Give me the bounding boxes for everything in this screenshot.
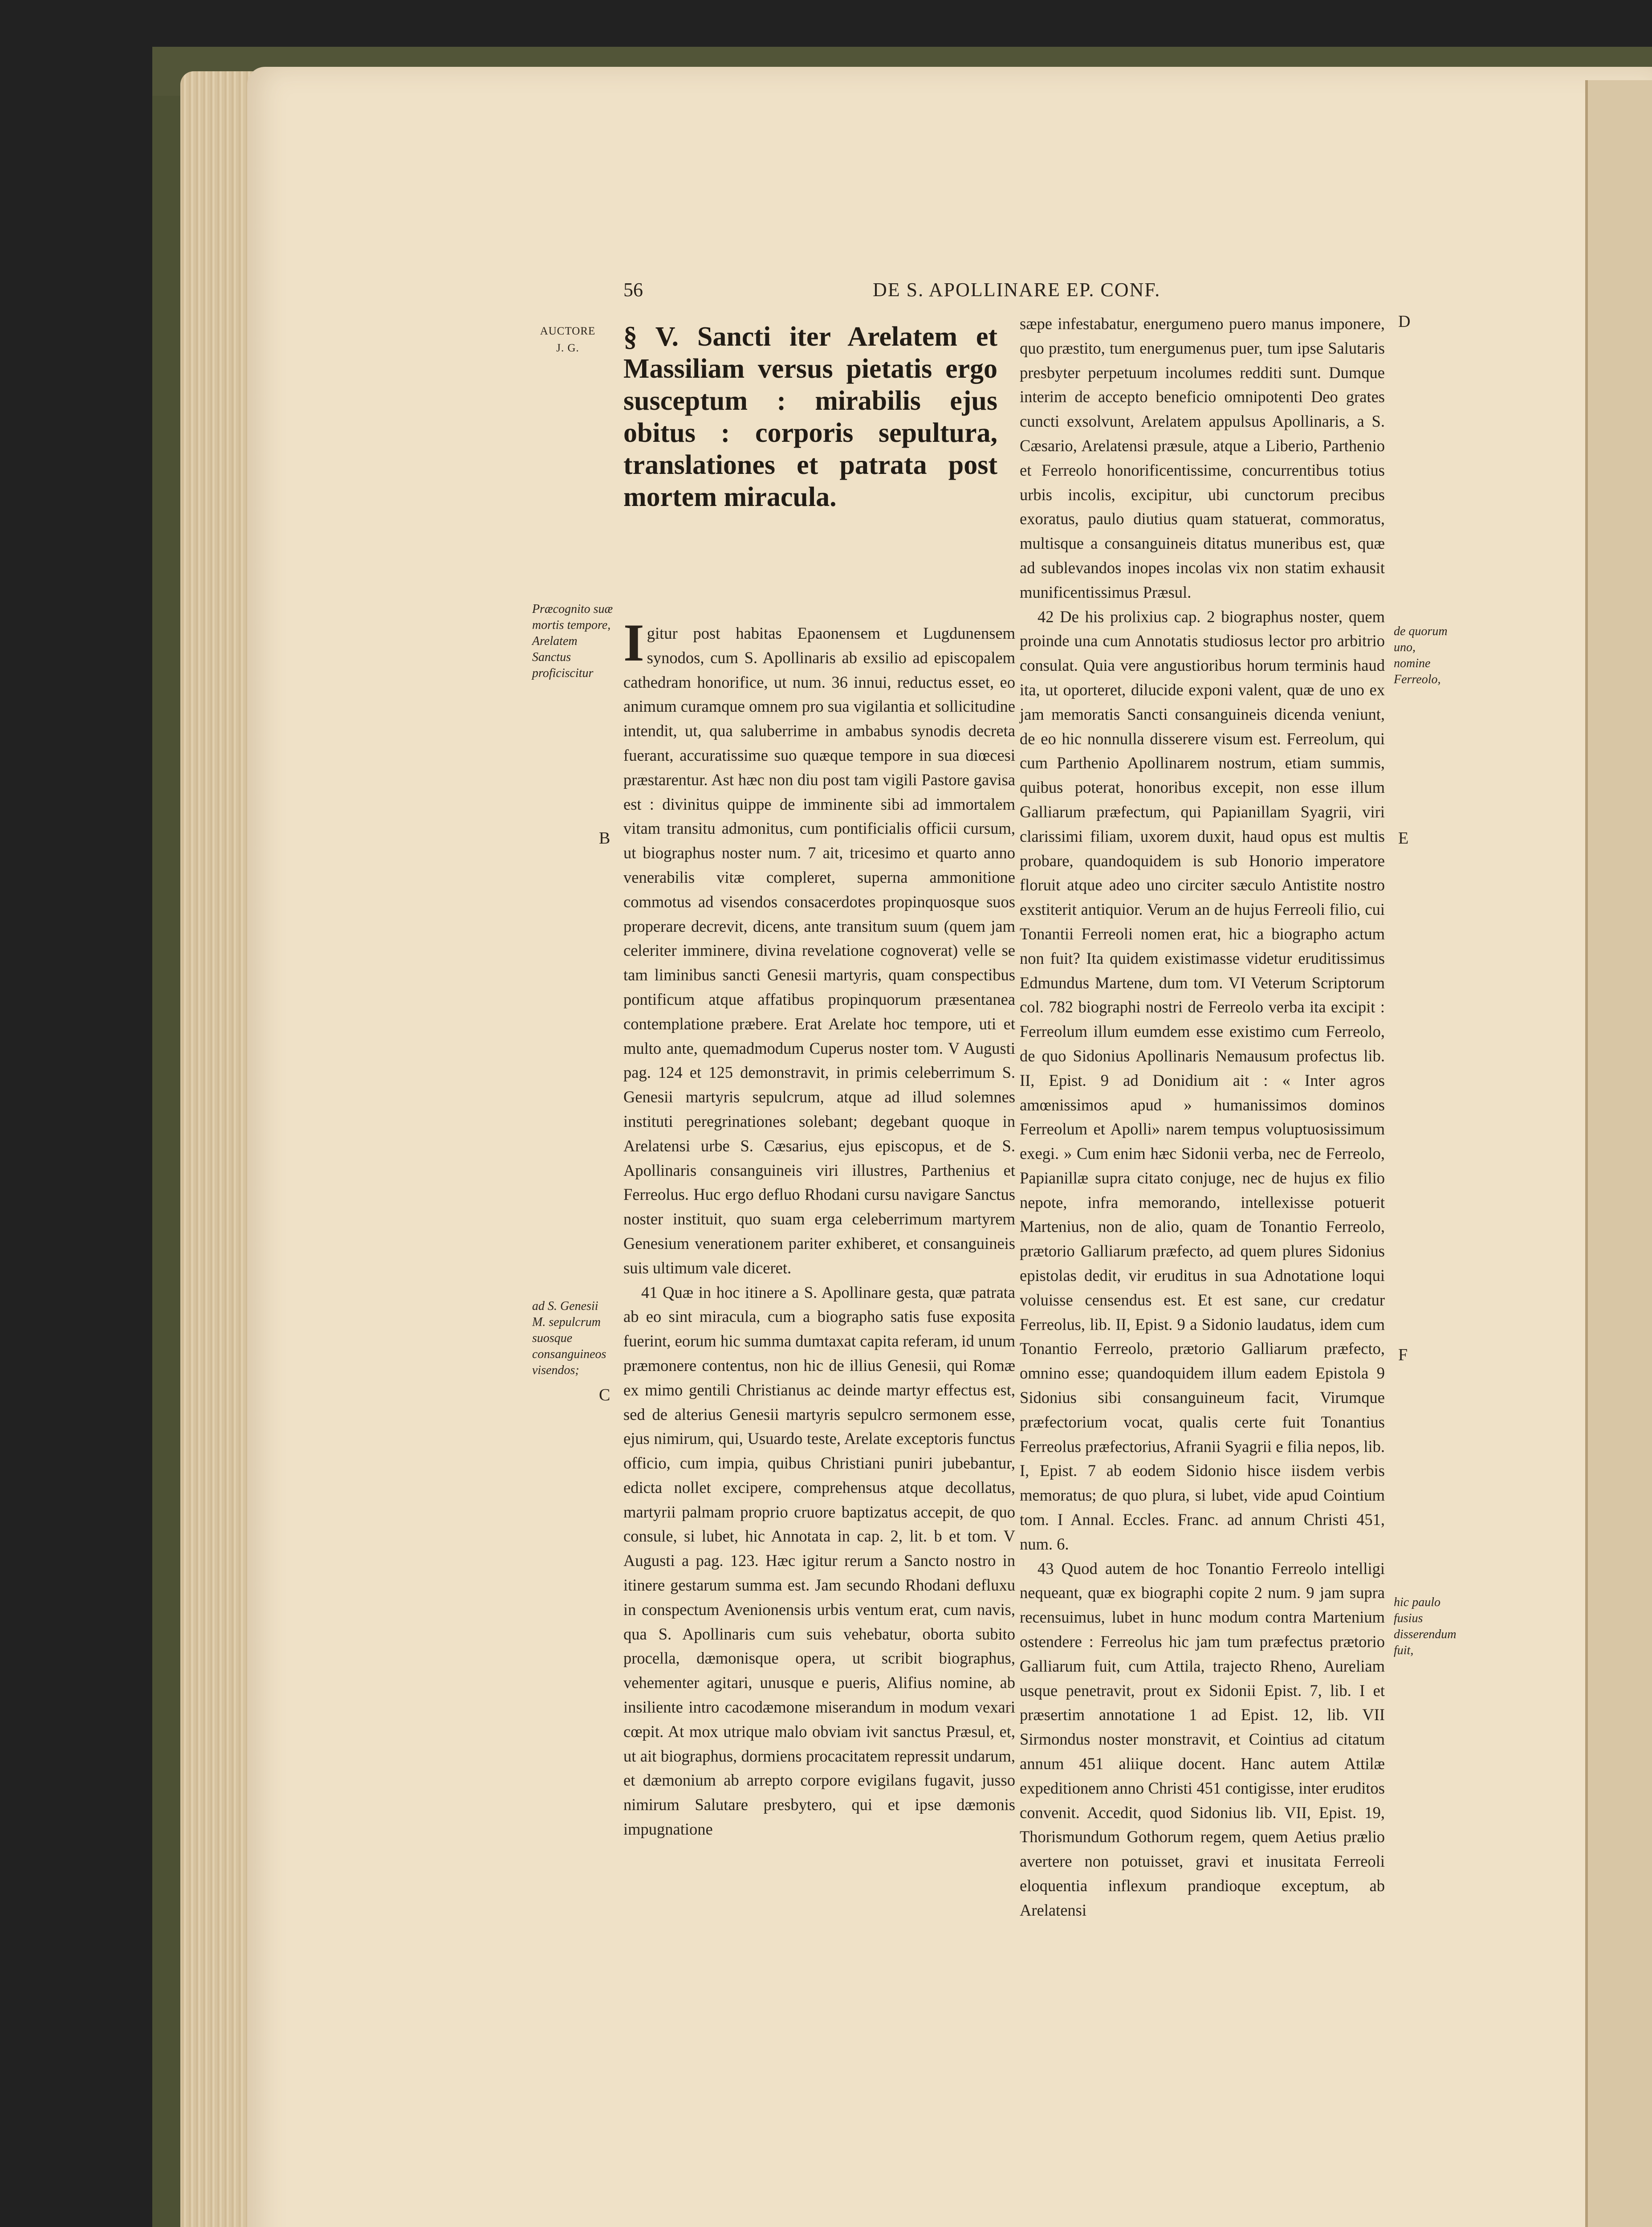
paragraph-42: 42 De his prolixius cap. 2 biographus noster, quem proinde una cum Annotatis studiosus lector pro arbitrio consulat. Quia vere angustioribus horum terminis haud ita, ut oporteret, dilucide exponi valent, quæ de uno ex jam memoratis Sancti consanguineis dicenda veniunt, de eo hic nonnulla disserere visum est. Ferreolum, qui cum Parthenio Apollinarem nostrum, etiam summis, quibus poterat, honoribus excepit, non esse illum Galliarum præfectum, qui Papianillam Syagrii, viri clarissimi filiam, uxorem duxit, haud opus est multis probare, quandoquidem is sub Honorio imperatore floruit atque adeo uno circiter sæculo Antistite nostro exstiterit antiquior. Verum an de hujus Ferreoli filio, cui Tonantii Ferreoli nomen erat, hic a biographo actum non fuit? Ita quidem existimasse videtur eruditissimus Edmundus Martene, dum tom. VI Veterum Scriptorum col. 782 biographi nostri de Ferreolo verba ita excipit : Ferreolum illum eumdem esse existimo cum Ferreolo, de quo Sidonius Apollinaris Nemausum profectus lib. II, Epist. 9 ad Donidium ait : « Inter agros amœnissimos apud » humanissimos dominos Ferreolum et Apolli» narem tempus voluptuosissimum exegi. » Cum enim hæc Sidonii verba, nec de Ferreolo, Papianillæ supra citato conjuge, nec de hujus ex filio nepote, infra memorando, intellexisse potuerit Martenius, non de alio, quam de Tonantio Ferreolo, prætorio Galliarum præfecto, ad quem plures Sidonius epistolas dedit, vir eruditus in sua Adnotatione loqui voluisse censendus est. Et est sane, cur credatur Ferreolus, lib. II, Epist. 9 a Sidonio laudatus, idem cum Tonantio Ferreolo, prætorio Galliarum præfecto, omnino esse; quandoquidem illum eadem Epistola 9 Sidonius sibi consanguineum facit, Virumque præfectorium vocat, qualis certe fuit Tonantius Ferreolus præfectorius, Afranii Syagrii e filia nepos, lib. I, Epist. 7 ab eodem Sidonio hisce iisdem verbis memoratus; de quo plura, si lubet, vide apud Cointium tom. I Annal. Eccles. Franc. ad annum Christi 451, num. 6. xyxy=(1020,607,1385,1553)
left-column xyxy=(623,613,1015,1842)
page-number: 56 xyxy=(623,279,643,301)
section-heading xyxy=(623,321,997,513)
margin-note-left-2: ad S. Genesii M. sepulcrum suosque consanguineos visendos; xyxy=(532,1299,606,1377)
section-marker-b: B xyxy=(599,829,610,848)
section-marker-c: C xyxy=(599,1386,610,1404)
auctor-line-1: AUCTORE xyxy=(540,325,596,337)
drop-cap: I xyxy=(623,613,644,672)
margin-note-right-2: hic paulo fusius disserendum fuit, xyxy=(1394,1595,1457,1657)
running-header xyxy=(623,278,1461,305)
next-page-edge xyxy=(1585,80,1652,2227)
section-symbol: § xyxy=(623,322,637,352)
section-heading-text: V. Sancti iter Arelatem et Massiliam versus pietatis ergo susceptum : mirabilis ejus obitus : corporis sepultura, translationes et patrata post mortem miracula. xyxy=(623,322,997,512)
section-marker-d: D xyxy=(1398,312,1411,331)
section-marker-f: F xyxy=(1398,1346,1408,1364)
paragraph-40 xyxy=(623,613,1015,1281)
right-column xyxy=(1020,312,1385,1923)
auctor-line-2: J. G. xyxy=(556,342,579,354)
paragraph-40-text: gitur post habitas Epaonensem et Lugdunensem synodos, cum S. Apollinaris ab exsilio ad episcopalem cathedram honorifice, ut num. 36 innui, reductus esset, eo animum curamque omnem pro sua vigilantia et sollicitudine intendit, ut, qua saluberrime in ambabus synodis decreta fuerant, accuratissime suo quæque tempore in sua diœcesi præstarentur. Ast hæc non diu post tam vigili Pastore gavisa est : divinitus quippe de imminente sibi ad immortalem vitam transitu admonitus, cum pontificialis officii cursum, ut biographus noster num. 7 ait, tricesimo et quarto anno venerabilis vitæ compleret, superna ammonitione commotus ad visendos consacerdotes propinquosque suos properare decrevit, dicens, ante transitum suum (quem jam celeriter imminere, divina revelatione cognoverat) velle se tam liminibus sancti Genesii martyris, quam conspectibus pontificum atque affatibus propinquorum præsentanea contemplatione præbere. Erat Arelate hoc tempore, uti et multo ante, quemadmodum Cuperus noster tom. V Augusti pag. 124 et 125 demonstravit, in primis celeberrimum S. Genesii martyris sepulcrum, atque ad illud solemnes instituti peregrinationes solebant; degebant quoque in Arelatensi urbe S. Cæsarius, ejus episcopus, et de S. Apollinaris consanguineis viri illustres, Parthenius et Ferreolus. Huc ergo defluo Rhodani cursu navigare Sanctus noster instituit, quo suam erga celeberrimum martyrem Genesium venerationem pariter exhiberet, et consanguineis suis ultimum vale diceret. xyxy=(623,624,1015,1277)
paragraph-41: 41 Quæ in hoc itinere a S. Apollinare gesta, quæ patrata ab eo sint miracula, cum a biographo satis fuse exposita fuerint, eorum hic summa dumtaxat capita referam, id unum præmonere contentus, non hic de illius Genesii, qui Romæ ex mimo gentili Christianus ac deinde martyr effectus est, sed de alterius Genesii martyris sepulcro sermonem esse, ejus nimirum, qui, Usuardo teste, Arelate exceptoris functus officio, cum impia, quibus Christiani puniri jubebantur, edicta nollet excipere, comprehensus atque decollatus, martyrii palmam proprio cruore baptizatus accepit, de quo consule, si lubet, hic Annotata in cap. 2, lit. b et tom. V Augusti a pag. 123. Hæc igitur rerum a Sancto nostro in itinere gestarum summa est. Jam secundo Rhodani defluxu in conspectum Avenionensis urbis ventum erat, cum navis, qua S. Apollinaris cum suis vehebatur, oborta subito procella, dæmonisque opera, ut scribit biographus, vehementer agitari, unusque e pueris, Alifius nomine, ab insiliente intro cacodæmone miserandum in modum vexari cœpit. At mox utrique malo obviam ivit sanctus Præsul, et, ut ait biographus, dormiens procacitatem repressit undarum, et dæmonium ab arrepto corpore evigilans fugavit, jusso nimirum Salutare presbytero, qui et ipse dæmonis impugnatione xyxy=(623,1283,1015,1839)
margin-note-left-1: Præcognito suæ mortis tempore, Arelatem Sanctus proficiscitur xyxy=(532,602,613,680)
running-title: DE S. APOLLINARE EP. CONF. xyxy=(873,279,1161,301)
paragraph-continuation: sæpe infestabatur, energumeno puero manus imponere, quo præstito, tum energumenus puer, tum ipse Salutaris presbyter perpetuum incolumes redditi sunt. Dumque interim de accepto beneficio omnipotenti Deo grates cuncti exsolvunt, Arelatem appulsus Apollinaris, a S. Cæsario, Arelatensi præsule, atque a Liberio, Parthenio et Ferreolo honorificentissime, concurrentibus totius urbis incolis, excipitur, ubi cunctorum precibus exoratus, paulo diutius quam statuerat, commoratus, multisque a consanguineis ditatus muneribus est, quæ ad sublevandos inopes incolas vix non statim exhausit munificentissimus Præsul. xyxy=(1020,314,1385,601)
section-marker-e: E xyxy=(1398,829,1409,848)
margin-note-right-1: de quorum uno, nomine Ferreolo, xyxy=(1394,624,1448,686)
auctor-label xyxy=(539,323,597,357)
paragraph-43: 43 Quod autem de hoc Tonantio Ferreolo intelligi nequeant, quæ ex biographi copite 2 num. 9 jam supra recensuimus, lubet in hunc modum contra Martenium ostendere : Ferreolus hic jam tum præfectus prætorio Galliarum fuit, cum Attila, trajecto Rheno, Aureliam usque penetravit, prout ex Sidonii Epist. 7, lib. I et præsertim annotatione 1 ad Epist. 12, lib. VII Sirmondus noster monstravit, et Cointius ad citatum annum 451 aliique docent. Hanc autem Attilæ expeditionem anno Christi 451 contigisse, inter eruditos convenit. Accedit, quod Sidonius lib. VII, Epist. 19, Thorismundum Gothorum regem, quem Aetius prælio avertere non potuisset, gravi et inusitata Ferreoli eloquentia inflexum prandioque exceptum, ab Arelatensi xyxy=(1020,1559,1385,1919)
